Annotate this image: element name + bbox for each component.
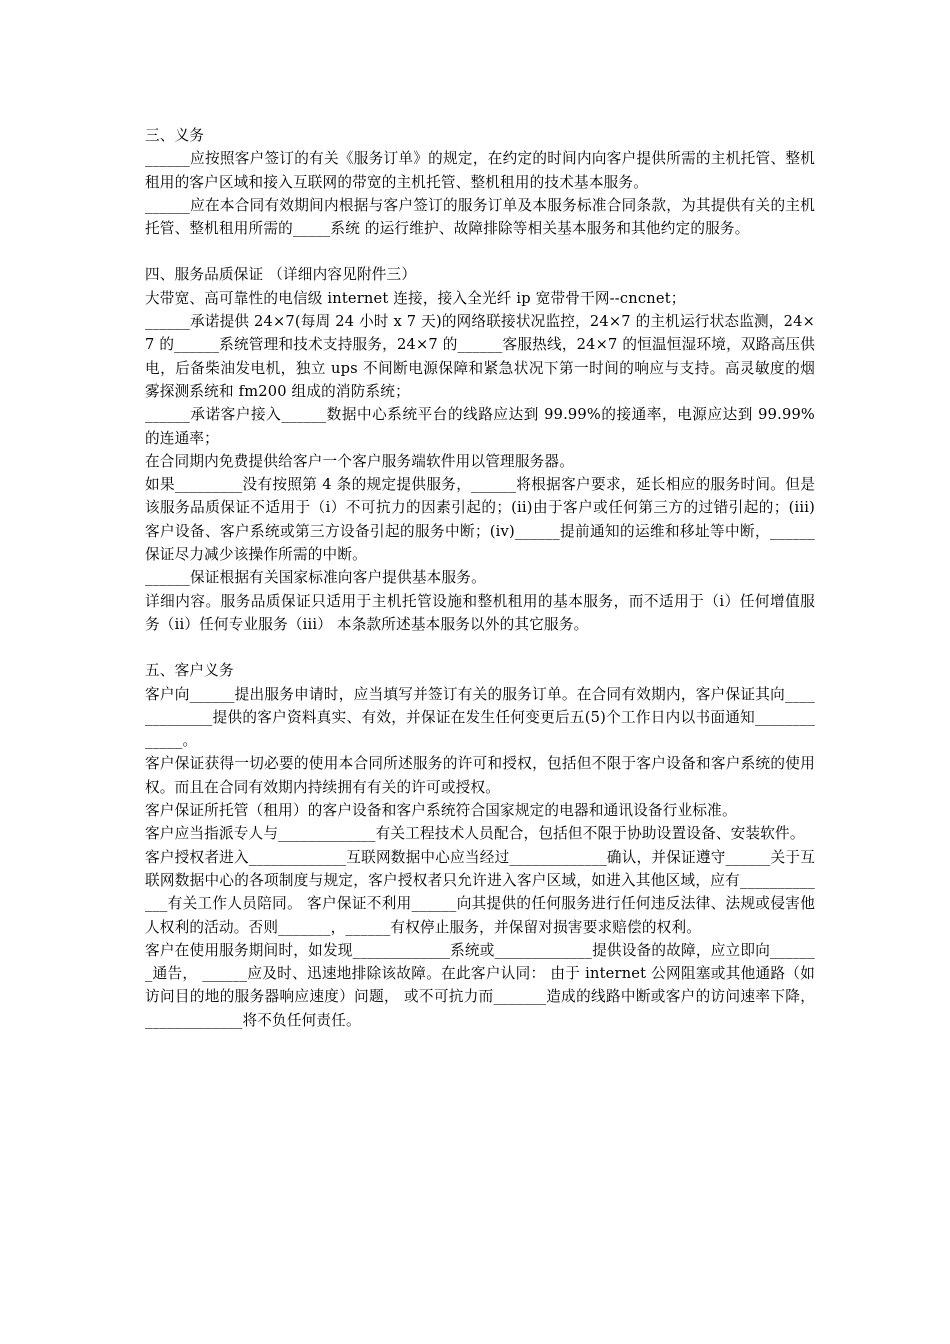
section-customer-obligations (145, 659, 815, 1032)
paragraph: 客户授权者进入_____________互联网数据中心应当经过_____________确认，并保证遵守______关于互联网数据中心的各项制度与规定，客户授权者只允许进入客户区域，如进入其他区域，应有_____________有关工作人员陪同。 客户保证不利用______向其提供的任何服务进行任何违反法律、法规或侵害他人权利的活动。否则_______，______有权停止服务，并保留对损害要求赔偿的权利。 (145, 848, 815, 936)
paragraph: ______应在本合同有效期间内根据与客户签订的服务订单及本服务标准合同条款，为其提供有关的主机托管、整机租用所需的_____系统 的运行维护、故障排除等相关基本服务和其他约定的服务。 (145, 196, 815, 238)
paragraph: ______承诺提供 24×7(每周 24 小时 x 7 天)的网络联接状况监控，24×7 的主机运行状态监测，24×7 的______系统管理和技术支持服务，24×7 的______客服热线，24×7 的恒温恒湿环境，双路高压供电，后备柴油发电机，独立 ups 不间断电源保障和紧急状况下第一时间的响应与支持。高灵敏度的烟雾探测系统和 fm200 组成的消防系统； (145, 313, 815, 400)
section-obligations (145, 124, 815, 240)
paragraph: 客户应当指派专人与_____________有关工程技术人员配合，包括但不限于协助设置设备、安装软件。 (145, 825, 805, 843)
paragraph: 客户在使用服务期间时，如发现_____________系统或_____________提供设备的故障，应立即向_______通告， ______应及时、迅速地排除该故障。在此客户认同： 由于 internet 公网阻塞或其他通路（如访问目的地的服务器响应速度）问题， 或不可抗力而_______造成的线路中断或客户的访问速率下降， _____________将不负任何责任。 (145, 941, 815, 1029)
paragraph: ______保证根据有关国家标准向客户提供基本服务。 (145, 569, 486, 587)
paragraph: 大带宽、高可靠性的电信级 internet 连接，接入全光纤 ip 宽带骨干网--cncnet； (145, 289, 686, 307)
section-heading: 四、服务品质保证 （详细内容见附件三） (145, 266, 417, 284)
section-heading: 五、客户义务 (145, 662, 234, 680)
paragraph: 如果_________没有按照第 4 条的规定提供服务，______将根据客户要求，延长相应的服务时间。但是该服务品质保证不适用于（i）不可抗力的因素引起的；(ii)由于客户或任何第三方的过错引起的；(iii)客户设备、客户系统或第三方设备引起的服务中断；(iv)______提前通知的运维和移址等中断，______保证尽力减少该操作所需的中断。 (145, 476, 815, 564)
paragraph: 详细内容。服务品质保证只适用于主机托管设施和整机租用的基本服务，而不适用于（i）任何增值服务（ii）任何专业服务（iii） 本条款所述基本服务以外的其它服务。 (145, 592, 815, 633)
document-page (145, 124, 815, 1032)
paragraph: 在合同期内免费提供给客户一个客户服务端软件用以管理服务器。 (145, 452, 575, 470)
paragraph: 客户保证获得一切必要的使用本合同所述服务的许可和授权，包括但不限于客户设备和客户系统的使用权。而且在合同有效期内持续拥有有关的许可或授权。 (145, 755, 815, 796)
paragraph: 客户向______提出服务申请时，应当填写并签订有关的服务订单。在合同有效期内，客户保证其向_____________提供的客户资料真实、有效，并保证在发生任何变更后五(5)个工作日内以书面通知_____________。 (145, 685, 815, 750)
paragraph: 客户保证所托管（租用）的客户设备和客户系统符合国家规定的电器和通讯设备行业标准。 (145, 802, 737, 820)
paragraph: ______承诺客户接入______数据中心系统平台的线路应达到 99.99%的接通率，电源应达到 99.99%的连通率； (145, 406, 815, 447)
section-service-quality (145, 263, 815, 636)
section-heading: 三、义务 (145, 127, 205, 144)
paragraph: ______应按照客户签订的有关《服务订单》的规定，在约定的时间内向客户提供所需的主机托管、整机租用的客户区域和接入互联网的带宽的主机托管、整机租用的技术基本服务。 (145, 150, 815, 191)
